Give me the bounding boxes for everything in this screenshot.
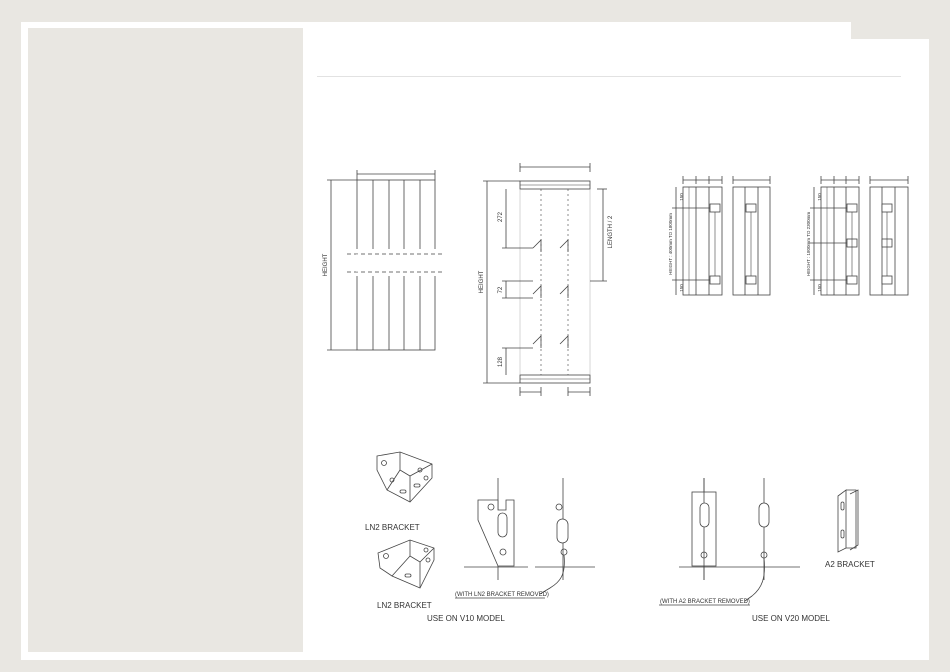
height-label-a: HEIGHT [323,253,329,277]
dim-150-c: 150 [817,193,822,201]
ln2-bracket-label-top: LN2 BRACKET [365,523,420,532]
ln2-section-removed [455,478,595,598]
length-half-label: LENGTH / 2 [608,215,614,249]
dim-272: 272 [498,211,504,223]
height-label-b: HEIGHT [479,270,485,294]
a2-removed-note: (WITH A2 BRACKET REMOVED) [660,599,750,605]
ln2-section-with-bracket [464,478,528,580]
dim-150-d: 150 [817,284,822,292]
dim-72: 72 [498,286,504,294]
height-range-label-a: HEIGHT : 400mm TO 1800mm [668,213,673,275]
use-v20-label: USE ON V20 MODEL [752,614,830,623]
ln2-bracket-bottom [378,540,434,588]
side-elevation [479,163,614,396]
height-range-label-b: HEIGHT : 1800mm TO 2300mm [806,211,811,277]
a2-section-removed [659,478,800,605]
panel-three-brackets [806,176,908,295]
radiator-elevation [323,170,445,350]
a2-bracket-label: A2 BRACKET [825,560,875,569]
ln2-bracket-label-bottom: LN2 BRACKET [377,601,432,610]
panel-two-brackets [668,176,770,295]
dim-128: 128 [498,356,504,368]
ln2-bracket-top [377,452,432,502]
use-v10-label: USE ON V10 MODEL [427,614,505,623]
a2-section-with-bracket [679,478,740,580]
dim-150-b: 150 [679,284,684,292]
a2-bracket [838,490,858,552]
ln2-removed-note: (WITH LN2 BRACKET REMOVED) [455,592,549,598]
dim-150-a: 150 [679,193,684,201]
